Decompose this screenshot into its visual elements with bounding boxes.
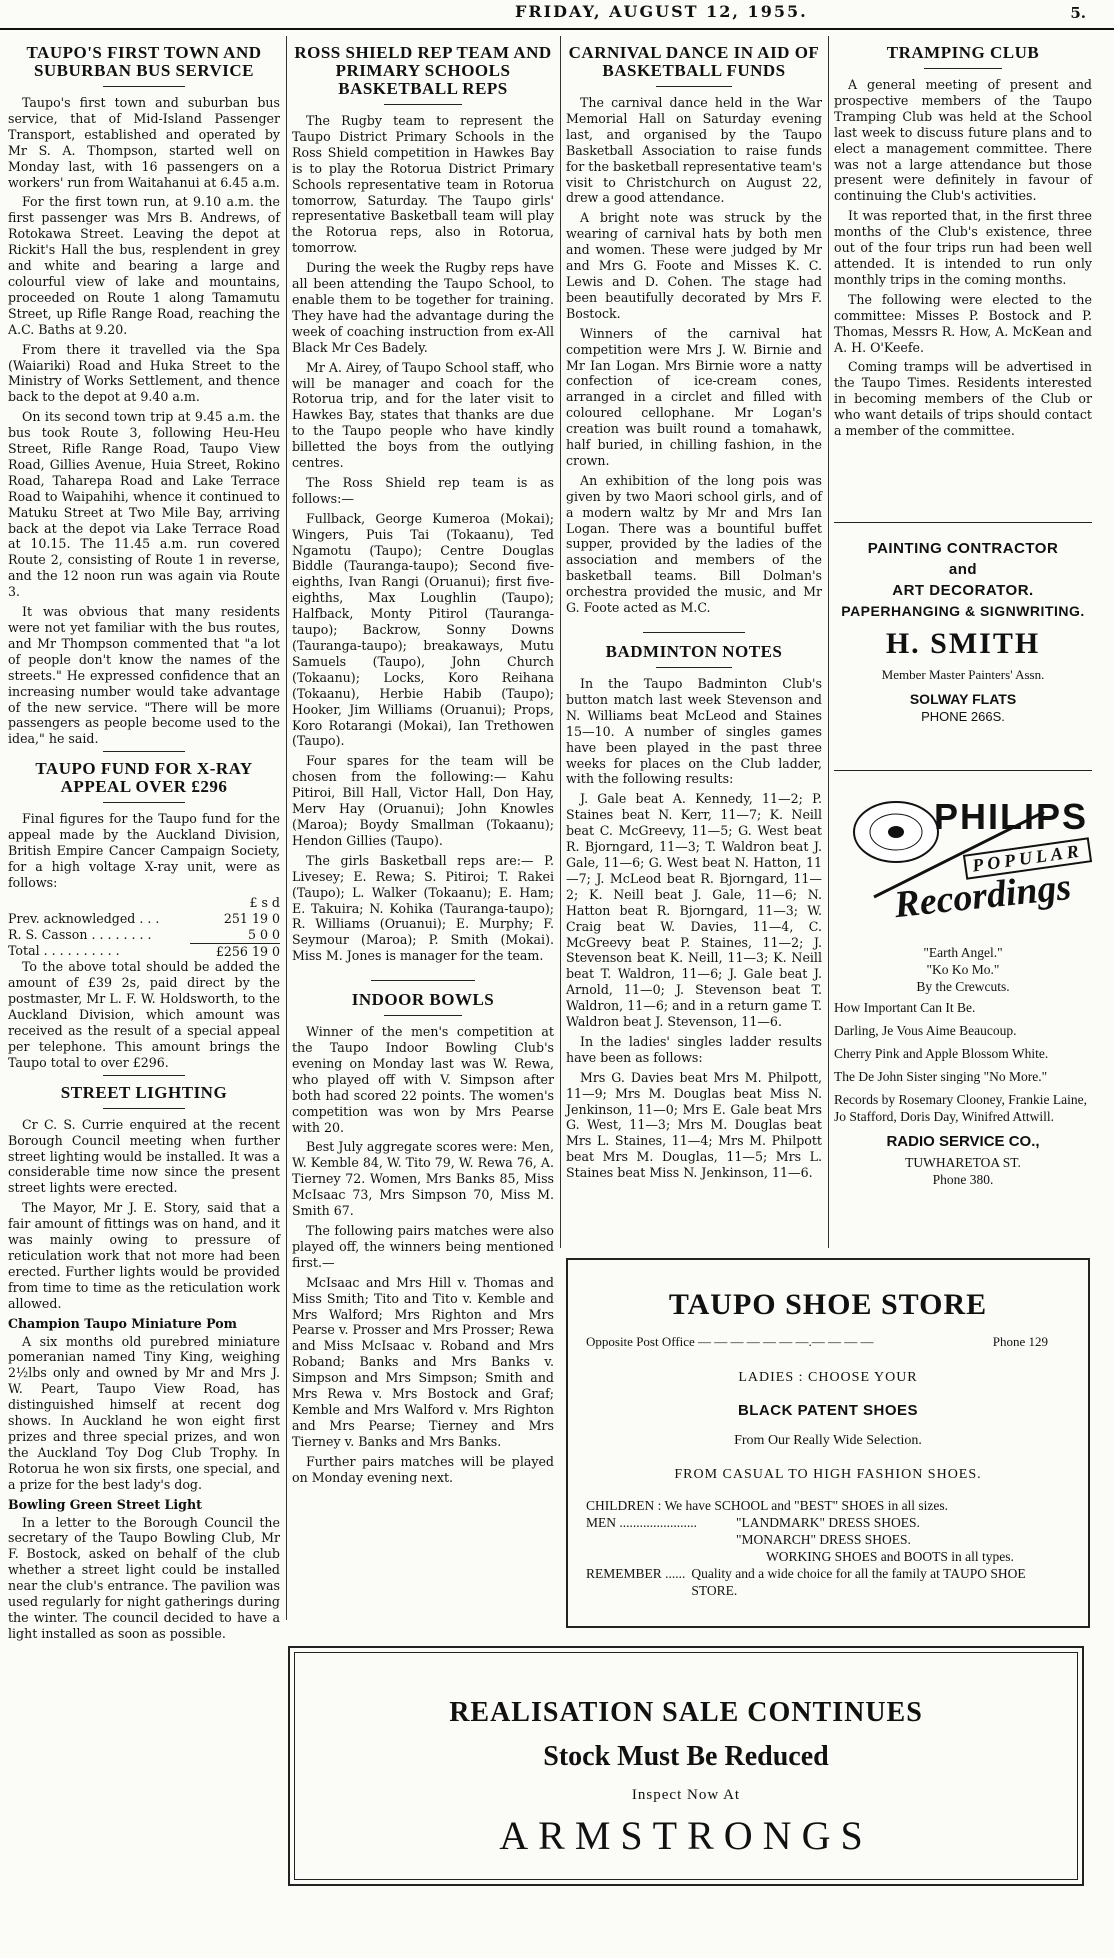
bowls-paragraph-1: Winner of the men's competition at the Taupo Indoor Bowling Club's evening on Monday last was W. Rewa, who played off with V. Simpson after both had scored 22 points. The women's competition was won by Mrs Pearse with 20. bbox=[292, 1024, 554, 1135]
shoe-store-advertisement bbox=[566, 1258, 1090, 1628]
column-rule bbox=[828, 36, 829, 1248]
bowling-light-paragraph: In a letter to the Borough Council the secretary of the Taupo Bowling Club, Mr F. Bostock, asked on behalf of the club whether a street light could be installed near the club's entrance. The pavilion was used regularly for night gatherings during the winter. The council decided to have a light installed as soon as possible. bbox=[8, 1514, 280, 1641]
bus-paragraph-5: It was obvious that many residents were not yet familiar with the bus routes, and Mr Thompson commented that "a lot of people don't know the names of the streets." He expressed confidence that an increasing number would take advantage of the new service. "There will be more passengers as people become used to the idea," he said. bbox=[8, 604, 280, 747]
bus-paragraph-2: For the first town run, at 9.10 a.m. the first passenger was Mrs B. Andrews, of Rotokawa Street. Leaving the depot at Rickit's Hall the bus, resplendent in grey and white and bearing a large and colourful view of lake and mountains, proceeded on Route 1 along Tamamutu Street, up Rifle Range Road, reaching the A.C. Baths at 9.20. bbox=[8, 194, 280, 337]
sale-subheadline: Stock Must Be Reduced bbox=[543, 1741, 829, 1772]
tramping-paragraph-4: Coming tramps will be advertised in the Taupo Times. Residents interested in becoming members of the Club or who want details of trips should contact a member of the committee. bbox=[834, 359, 1092, 439]
shoe-details bbox=[586, 1497, 1088, 1599]
badminton-paragraph-1: In the Taupo Badminton Club's button match last week Stevenson and N. Williams beat McLeod and Staines 15—10. A number of singles games have been played in the past three weeks for places on the Club ladder, with the following results: bbox=[566, 676, 822, 787]
bowling-light-subheading: Bowling Green Street Light bbox=[8, 1496, 202, 1512]
philips-brand: PHILIPS bbox=[934, 796, 1089, 837]
shoe-black-patent: BLACK PATENT SHOES bbox=[737, 1402, 919, 1419]
dance-paragraph-3: Winners of the carnival hat competition were Mrs J. W. Birnie and Mr Ian Logan. Mrs Birnie wore a natty confection of ice-cream cones, arranged in a circlet and filled with coloured cellophane. Mr Logan's creation was built round a tomahawk, half buried, in chilling fashion, in the crown. bbox=[566, 325, 822, 468]
dance-paragraph-2: A bright note was struck by the wearing of carnival hats by both men and women. These were judged by Mr and Mrs G. Foote and Misses K. C. Lewis and D. Cohen. The stage had been beautifully decorated by Mrs F. Bostock. bbox=[566, 210, 822, 321]
badminton-results: J. Gale beat A. Kennedy, 11—2; P. Staines beat N. Kerr, 11—7; K. Neill beat C. McGreevy, 11—5; G. West beat R. Bjorngard, 11—3; T. Waldron beat J. Gale, 11—6; G. West beat N. Hatton, 11—7; J. McLeod beat R. Bjorngard, 11—2; K. Neill beat J. Gale, 11—6; N. Hatton beat R. Bjorngard, 11—3; W. Craig beat W. Davies, 11—4, C. McGreevy beat P. Staines, 11—2; J. Stevenson beat K. Neill, 11—3; K. Neill beat T. Waldron, 11—6; J. Gale beat J. Arnold, 11—0; J. Stevenson beat T. Waldron, 11—6; and in a return game T. Waldron beat J. Stevenson, 11—6. bbox=[566, 791, 822, 1030]
pom-subheading: Champion Taupo Miniature Pom bbox=[8, 1315, 237, 1331]
philips-advertisement bbox=[834, 782, 1092, 1188]
philips-list bbox=[834, 944, 1092, 1188]
ross-paragraph-1: The Rugby team to represent the Taupo District Primary Schools in the Ross Shield competition in Hawkes Bay is to play the Rotorua District Primary Schools representative team in Rotorua tomorrow, Saturday. The Taupo girls' representative Basketball team will play the Rotorua reps, also in Rotorua, tomorrow. bbox=[292, 113, 554, 256]
divider bbox=[103, 751, 185, 752]
divider bbox=[384, 104, 463, 105]
bowls-paragraph-5: Further pairs matches will be played on Monday evening next. bbox=[292, 1453, 554, 1485]
men-line-2: "MONARCH" DRESS SHOES. bbox=[736, 1532, 911, 1547]
sale-inspect: Inspect Now At bbox=[631, 1787, 741, 1803]
ross-paragraph-3: Mr A. Airey, of Taupo School staff, who will be manager and coach for the Rotorua trip, and for the later visit to Hawkes Bay, states that thanks are due to the Taupo people who have kindly billetted the boys from the outlying centres. bbox=[292, 359, 554, 471]
lighting-paragraph-2: The Mayor, Mr J. E. Story, said that a fair amount of fittings was on hand, and it was mainly owing to pressure of reticulation work that not more had been erected. Further lights would be provided from time to time as the reticulation work allowed. bbox=[8, 1200, 280, 1311]
remember-text: Quality and a wide choice for all the family at TAUPO SHOE STORE. bbox=[691, 1566, 1026, 1598]
record-label bbox=[888, 826, 904, 838]
xray-total-value: £256 19 0 bbox=[215, 943, 280, 959]
xray-headline: TAUPO FUND FOR X-RAY APPEAL OVER £296 bbox=[35, 759, 253, 797]
column-2 bbox=[292, 36, 554, 1490]
record-title: The De John Sister singing "No More." bbox=[834, 1069, 1048, 1084]
men-line-3: WORKING SHOES and BOOTS in all types. bbox=[766, 1549, 1014, 1564]
divider bbox=[103, 86, 185, 87]
philips-popular: POPULAR bbox=[963, 837, 1092, 879]
page-header bbox=[0, 0, 1114, 30]
smith-member: Member Master Painters' Assn. bbox=[881, 667, 1045, 682]
bus-paragraph-3: From there it travelled via the Spa (Waiariki) Road and Huka Street to the Ministry of Works Settlement, and thence back to the depot at 9.40 a.m. bbox=[8, 341, 280, 405]
tramping-club-headline: TRAMPING CLUB bbox=[886, 43, 1040, 62]
divider bbox=[656, 86, 733, 87]
record-artists: Records by Rosemary Clooney, Frankie Laine, Jo Stafford, Doris Day, Winifred Attwill. bbox=[834, 1092, 1087, 1124]
shoe-store-phone: Phone 129 bbox=[992, 1334, 1048, 1349]
ross-spares: Four spares for the team will be chosen from the following:— Kahu Pitiroi, Bill Hall, Victor Hall, Don Hay, Merv Hay (Oruanui); John Knowles (Maroa); Boydy Smallman (Tokaanu); Hendon Gillies (Taupo). bbox=[292, 753, 554, 848]
divider bbox=[834, 522, 1092, 523]
bus-paragraph-1: Taupo's first town and suburban bus service, that of Mid-Island Passenger Transport, established and operated by Mr S. A. Thompson, started well on Monday last, with 16 passengers on a workers' run from Waitahanui at 6.45 a.m. bbox=[8, 95, 280, 190]
radio-service-name: RADIO SERVICE CO., bbox=[886, 1133, 1040, 1150]
pom-paragraph: A six months old purebred miniature pomeranian named Tiny King, weighing 2½lbs only and owned by Mr and Mrs J. W. Peart, Taupo View Road, has distinguished himself at recent dog shows. In Auckland he won eight first prizes and three special prizes, and won the Auckland Toy Dog Club Trophy. In Rotorua he won six firsts, one special, and a prize for the best lady's dog. bbox=[8, 1333, 280, 1492]
column-4 bbox=[834, 36, 1092, 443]
divider bbox=[103, 1075, 185, 1076]
sale-headline: REALISATION SALE CONTINUES bbox=[449, 1697, 923, 1728]
ross-paragraph-4: The Ross Shield rep team is as follows:— bbox=[292, 474, 554, 506]
xray-row-value: 5 0 0 bbox=[190, 927, 280, 943]
column-1 bbox=[8, 36, 280, 1646]
xray-currency-header: £ s d bbox=[249, 894, 280, 910]
dance-paragraph-4: An exhibition of the long pois was given by two Maori school girls, and of a modern waltz by Mr and Mrs Ian Logan. There was a bountiful buffet supper, provided by the ladies of the association and members of the basketball teams. Bill Dolman's orchestra provided the music, and Mr G. Foote acted as M.C. bbox=[566, 472, 822, 616]
badminton-paragraph-3: In the ladies' singles ladder results have been as follows: bbox=[566, 1033, 822, 1065]
divider bbox=[834, 770, 1092, 771]
shoe-store-location: Opposite Post Office — — — — — — —.— — — — bbox=[586, 1334, 874, 1349]
xray-total-label: Total . . . . . . . . . . bbox=[8, 943, 120, 959]
smith-address: SOLWAY FLATS bbox=[909, 691, 1017, 707]
smith-line-4: PAPERHANGING & SIGNWRITING. bbox=[841, 603, 1085, 619]
xray-row-value: 251 19 0 bbox=[223, 910, 280, 926]
record-title: Cherry Pink and Apple Blossom White. bbox=[834, 1046, 1049, 1061]
bowls-paragraph-4: McIsaac and Mrs Hill v. Thomas and Miss Smith; Tito and Tito v. Kemble and Mrs Walford; Mrs Righton and Mrs Pearse v. Prosser and Mrs Prosser; Rewa and Miss McIsaac v. Roband and Mrs Roband; Banks and Mrs Banks v. Simpson and Mrs Simpson; Smith and Mrs Rewa v. Mrs Bostock and Graf; Kemble and Mrs Walford v. Mrs Righton and Mrs Pearse; Tierney and Mrs Tierney v. Banks and Mrs Banks. bbox=[292, 1274, 554, 1449]
smith-advertisement bbox=[834, 540, 1092, 724]
divider bbox=[924, 68, 1001, 69]
armstrongs-name: ARMSTRONGS bbox=[499, 1813, 873, 1858]
column-rule bbox=[286, 36, 287, 1620]
bowls-paragraph-3: The following pairs matches were also played off, the winners being mentioned first.— bbox=[292, 1223, 554, 1270]
shoe-store-title: TAUPO SHOE STORE bbox=[668, 1288, 988, 1321]
divider bbox=[371, 980, 476, 981]
lighting-paragraph-1: Cr C. S. Currie enquired at the recent Borough Council meeting when further street lighting would be installed. It was a considerable time now since the present street lights were erected. bbox=[8, 1116, 280, 1196]
philips-recordings: Recordings bbox=[892, 865, 1074, 927]
xray-paragraph-2: To the above total should be added the amount of £39 2s, paid direct by the postmaster, Mr L. F. W. Holdsworth, to the Auckland Division, which amount was received as the result of a special appeal per telephone. This amount brings the Taupo total to over £296. bbox=[8, 959, 280, 1070]
bowls-paragraph-2: Best July aggregate scores were: Men, W. Kemble 84, W. Tito 79, W. Rewa 76, A. Tierney 72. Women, Mrs Banks 85, Miss McIsaac 73, Mrs Simpson 70, Miss M. Smith 67. bbox=[292, 1139, 554, 1219]
badminton-ladies-results: Mrs G. Davies beat Mrs M. Philpott, 11—9; Mrs M. Douglas beat Miss N. Jenkinson, 11—0; Mrs E. Gale beat Mrs G. West, 11—3; Mrs M. Douglas beat Mrs L. Staines, 11—4; Mrs M. Philpott beat Mrs M. Douglas, 11—5; Mrs L. Staines beat Miss N. Jenkinson, 11—6. bbox=[566, 1069, 822, 1181]
divider bbox=[384, 1015, 463, 1016]
page-number: 5. bbox=[1070, 4, 1086, 22]
record-title: "Ko Ko Mo." bbox=[926, 962, 1000, 977]
armstrongs-inner-frame bbox=[294, 1652, 1078, 1880]
street-lighting-headline: STREET LIGHTING bbox=[60, 1082, 228, 1102]
tramping-paragraph-3: The following were elected to the committee: Misses P. Bostock and P. Thomas, Messrs R. How, A. McKean and A. H. O'Keefe. bbox=[834, 291, 1092, 355]
column-3 bbox=[566, 36, 822, 1185]
xray-paragraph-1: Final figures for the Taupo fund for the appeal made by the Auckland Division, British Empire Cancer Campaign Society, for a high voltage X-ray unit, were as follows: bbox=[8, 811, 280, 890]
smith-line-1: PAINTING CONTRACTOR bbox=[867, 540, 1059, 557]
ross-paragraph-2: During the week the Rugby reps have all been attending the Taupo School, to enable them to be together for training. They have had the advantage during the week of coaching instruction from ex-All Black Mr Ces Badely. bbox=[292, 260, 554, 355]
radio-service-street: TUWHARETOA ST. bbox=[905, 1155, 1021, 1170]
smith-phone: PHONE 266S. bbox=[921, 709, 1005, 724]
tramping-paragraph-1: A general meeting of present and prospective members of the Taupo Tramping Club was held at the School last week to discuss future plans and to elect a management committee. There was not a large attendance but those present were definitely in favour of continuing the Club's activities. bbox=[834, 77, 1092, 204]
shoe-ladies-line: LADIES : CHOOSE YOUR bbox=[738, 1370, 918, 1385]
divider bbox=[103, 802, 185, 803]
remember-label: REMEMBER ...... bbox=[586, 1566, 686, 1581]
record-artist: By the Crewcuts. bbox=[916, 979, 1010, 994]
men-label: MEN ....................... bbox=[586, 1515, 697, 1530]
ross-team-list: Fullback, George Kumeroa (Mokai); Wingers, Puis Tai (Tokaanu), Ted Ngamotu (Taupo); Centre Douglas Biddle (Tauranga-taupo); Second five-eighths, Ivan Rangi (Oruanui); first five-eighths, Max Loughlin (Taupo); Halfback, Monty Pitirol (Tauranga-taupo); Backrow, Sonny Downs (Tauranga-taupo); breakaways, Mutu Samuels (Taupo), John Church (Tokaanu); Locks, Koro Reihana (Tokaanu), Herbie Habib (Taupo); Hooker, Jim Williams (Oruanui); Props, Koro Rotarangi (Mokai), Ian Trethowen (Taupo). bbox=[292, 510, 554, 749]
xray-row-label: R. S. Casson . . . . . . . . bbox=[8, 926, 152, 942]
record-title: "Earth Angel." bbox=[923, 945, 1003, 960]
badminton-headline: BADMINTON NOTES bbox=[605, 642, 783, 661]
shoe-store-content bbox=[568, 1260, 1088, 1599]
divider bbox=[643, 632, 745, 633]
children-text: We have SCHOOL and "BEST" SHOES in all sizes. bbox=[664, 1498, 949, 1513]
xray-row-label: Prev. acknowledged . . . bbox=[8, 910, 160, 926]
xray-table bbox=[8, 895, 280, 960]
armstrongs-advertisement bbox=[288, 1646, 1084, 1886]
carnival-dance-headline: CARNIVAL DANCE IN AID OF BASKETBALL FUNDS bbox=[568, 43, 820, 80]
record-title: How Important Can It Be. bbox=[834, 1000, 976, 1015]
divider bbox=[103, 1108, 185, 1109]
tramping-paragraph-2: It was reported that, in the first three months of the Club's existence, three out of the four trips run had been well attended. It is intended to run only monthly trips in the coming months. bbox=[834, 208, 1092, 287]
issue-date: FRIDAY, AUGUST 12, 1955. bbox=[515, 2, 808, 21]
column-rule bbox=[560, 36, 561, 1248]
radio-service-phone: Phone 380. bbox=[932, 1172, 994, 1187]
indoor-bowls-headline: INDOOR BOWLS bbox=[351, 990, 495, 1010]
bus-paragraph-4: On its second town trip at 9.45 a.m. the bus took Route 3, following Heu-Heu Street, Rifle Range Road, Taupo View Road, Gillies Avenue, Huia Street, Rokino Road, Taharepa Road and Lake Terrace Road to Waipahihi, whence it continued to Matuku Street at Two Mile Bay, arriving back at the depot via Lake Terrace Road at 10.15. The 11.45 a.m. run covered Route 2, consisting of Route 1 in reverse, and the 12 noon run was again via Route 3. bbox=[8, 409, 280, 600]
ross-shield-headline: ROSS SHIELD REP TEAM AND PRIMARY SCHOOLS BASKETBALL REPS bbox=[294, 43, 552, 98]
basketball-reps: The girls Basketball reps are:— P. Livesey; E. Rewa; S. Pitiroi; T. Rakei (Taupo); L. Walker (Tokaanu); E. Ham; E. Takuira; N. Kohika (Tauranga-taupo); R. Williams (Oruanui); E. Murphy; F. Seymour (Maroa); P. Smith (Mokai). Miss M. Jones is manager for the team. bbox=[292, 852, 554, 964]
smith-line-2: and bbox=[948, 561, 978, 578]
men-line-1: "LANDMARK" DRESS SHOES. bbox=[736, 1515, 920, 1530]
smith-name: H. SMITH bbox=[885, 627, 1041, 660]
shoe-casual-line: FROM CASUAL TO HIGH FASHION SHOES. bbox=[674, 1467, 982, 1482]
armstrongs-content bbox=[295, 1697, 1077, 1859]
shoe-wide-selection: From Our Really Wide Selection. bbox=[734, 1433, 922, 1448]
divider bbox=[656, 667, 733, 668]
dance-paragraph-1: The carnival dance held in the War Memorial Hall on Saturday evening last, and organised by the Taupo Basketball Association to raise funds for the basketball representative team's visit to Christchurch on August 22, drew a good attendance. bbox=[566, 95, 822, 206]
record-title: Darling, Je Vous Aime Beaucoup. bbox=[834, 1023, 1017, 1038]
bus-service-headline: TAUPO'S FIRST TOWN AND SUBURBAN BUS SERVICE bbox=[26, 43, 262, 80]
smith-line-3: ART DECORATOR. bbox=[892, 582, 1034, 599]
children-label: CHILDREN : bbox=[586, 1498, 662, 1513]
